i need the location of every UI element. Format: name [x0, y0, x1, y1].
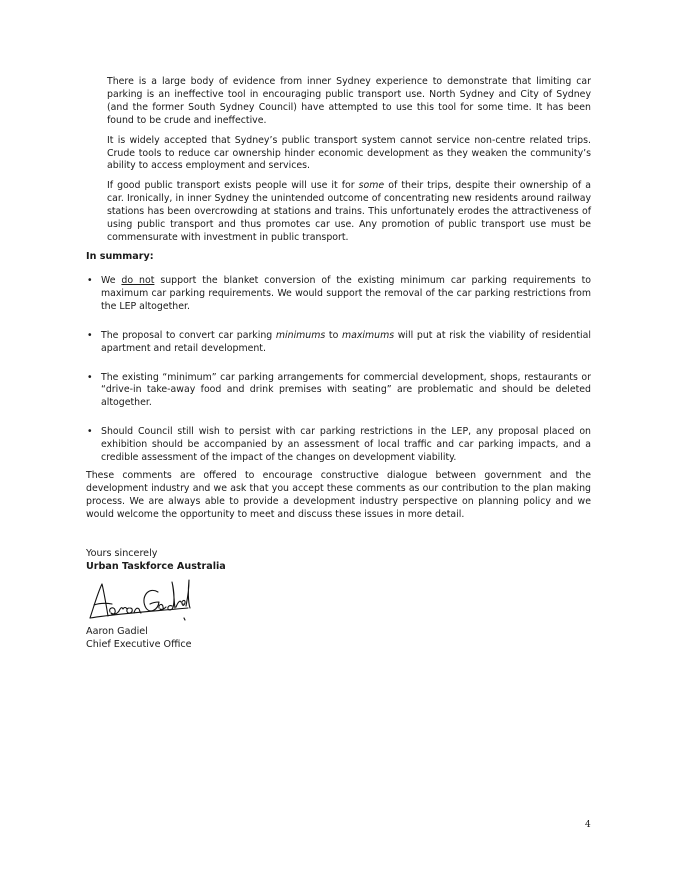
conclusion-paragraph: [86, 470, 591, 522]
bullet-dot: •: [87, 329, 93, 341]
body-paragraph-2: It is widely accepted that Sydney’s public transport system cannot service non-centre related trips. Crude tools to reduce car ownership hinder economic development as they weaken the community’s ability to access employment and services.: [107, 134, 591, 172]
signer-name: Aaron Gadiel: [86, 626, 148, 637]
body-paragraph-3: [107, 180, 591, 245]
signer-block: [86, 625, 192, 651]
paragraph-3-text-a: If good public transport exists people will use it for: [107, 180, 359, 192]
bullet-2-text-a: The proposal to convert car parking: [101, 329, 276, 341]
indented-body: [107, 76, 591, 252]
bullet-1-underlined: do not: [121, 275, 155, 286]
paragraph-3-text-b: of their trips, despite their ownership of a car. Ironically, in inner Sydney the unintended outcome of concentrating new residents around railway stations has been overcrowding at stations and trains. This unfortunately erodes the attractiveness of using public transport and thus promotes car use. Any promotion of public transport use must be commensurate with investment in public transport.: [107, 180, 591, 243]
summary-bullet-4: [86, 426, 591, 465]
bullet-3-text: The existing “minimum” car parking arrangements for commercial development, shops, restaurants or “drive-in take-away food and drink premises with seating” are problematic and should be deleted altogether.: [101, 371, 591, 409]
bullet-1-text-b: support the blanket conversion of the existing minimum car parking requirements to maximum car parking requirements. We would support the removal of the car parking restrictions from the LEP altogether.: [101, 275, 592, 312]
salutation: Yours sincerely: [86, 548, 158, 559]
bullet-2-emphasis-2: maximums: [341, 329, 395, 341]
bullet-2-text-c: will put at risk the viability of residential apartment and retail development.: [101, 329, 591, 354]
summary-heading: In summary:: [86, 251, 154, 262]
bullet-1-text-a: We: [101, 275, 122, 286]
signer-title: Chief Executive Office: [86, 639, 192, 650]
bullet-2-text-b: to: [325, 329, 342, 341]
summary-bullet-3: [86, 372, 591, 411]
summary-bullet-2: [86, 330, 591, 356]
bullet-dot: •: [87, 426, 93, 438]
paragraph-3-emphasis: some: [358, 180, 385, 192]
conclusion-text: These comments are offered to encourage constructive dialogue between government and the development industry and we ask that you accept these comments as our contribution to the plan making process. We are always able to provide a development industry perspective on planning policy and we would welcome the opportunity to meet and discuss these issues in more detail.: [86, 470, 591, 520]
bullet-dot: •: [87, 371, 93, 383]
bullet-4-text: Should Council still wish to persist with car parking restrictions in the LEP, any proposal placed on exhibition should be accompanied by an assessment of local traffic and car parking impacts, and a credible assessment of the impact of the changes on development viability.: [101, 426, 591, 464]
summary-bullet-1: [86, 275, 591, 314]
bullet-dot: •: [87, 275, 93, 286]
bullet-2-emphasis-1: minimums: [275, 329, 326, 341]
page-number: 4: [585, 820, 591, 830]
closing-block: [86, 547, 226, 573]
handwritten-signature: [84, 578, 194, 628]
organisation-name: Urban Taskforce Australia: [86, 561, 226, 572]
summary-list: [86, 275, 591, 481]
body-paragraph-1: There is a large body of evidence from inner Sydney experience to demonstrate that limiting car parking is an ineffective tool in encouraging public transport use. North Sydney and City of Sydney (and the former South Sydney Council) have attempted to use this tool for some time. It has been found to be crude and ineffective.: [107, 76, 591, 126]
